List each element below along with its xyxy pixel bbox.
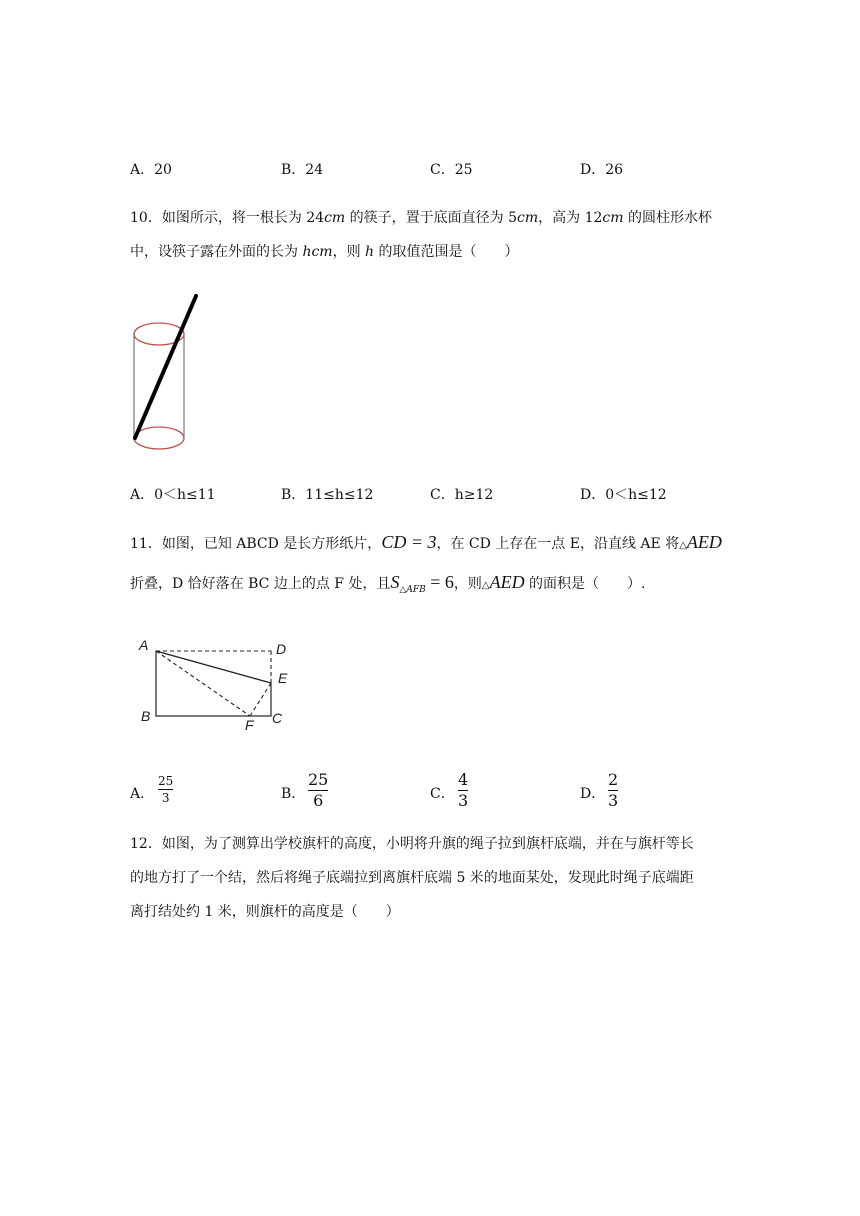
q11-option-a-fraction: 25 3	[158, 774, 174, 805]
label-b: B	[141, 708, 151, 724]
label-a: A	[139, 637, 149, 653]
fold-line-ae	[156, 651, 271, 683]
q11-option-c-label: C．	[430, 786, 455, 802]
q10-option-c: C．h≥12	[430, 487, 494, 503]
label-f: F	[245, 717, 254, 733]
q9-option-a: A．20	[130, 162, 172, 178]
q12-stem-line2: 的地方打了一个结，然后将绳子底端拉到离旗杆底端 5 米的地面某处，发现此时绳子底端距	[130, 870, 694, 886]
q9-option-d: D．26	[580, 162, 624, 178]
q11-option-d-fraction: 2 3	[608, 770, 619, 810]
q11-stem-line1: 11．如图，已知 ABCD 是长方形纸片，CD = 3，在 CD 上存在一点 E，沿直线 AE 将△AED	[130, 532, 722, 552]
q11-option-b-label: B．	[281, 786, 306, 802]
label-e: E	[278, 670, 288, 686]
q10-option-d: D．0＜h≤12	[580, 487, 667, 503]
cylinder-chopstick-figure	[120, 285, 210, 455]
q11-option-a-label: A．	[130, 786, 155, 802]
q10-stem-line1: 10．如图所示，将一根长为 24cm 的筷子，置于底面直径为 5cm，高为 12cm 的圆柱形水杯	[130, 210, 712, 226]
segment-fe-dashed	[250, 683, 271, 716]
chopstick	[135, 296, 196, 438]
cylinder-bottom-ellipse	[134, 427, 184, 449]
label-d: D	[276, 641, 287, 657]
q11-option-b-fraction: 25 6	[308, 770, 329, 810]
q11-stem-line2: 折叠，D 恰好落在 BC 边上的点 F 处，且$S_{\triangle AFB} = 6$，则△AED 的面积是（ ）.	[130, 572, 646, 595]
q12-stem-line1: 12．如图，为了测算出学校旗杆的高度，小明将升旗的绳子拉到旗杆底端，并在与旗杆等长	[130, 836, 694, 852]
q11-option-d-label: D．	[580, 786, 606, 802]
q12-stem-line3: 离打结处约 1 米，则旗杆的高度是（ ）	[130, 904, 400, 920]
q10-option-b: B．11≤h≤12	[281, 487, 374, 503]
label-c: C	[272, 710, 283, 726]
q11-option-c-fraction: 4 3	[458, 770, 469, 810]
q10-stem-line2: 中，设筷子露在外面的长为 hcm，则 h 的取值范围是（ ）	[130, 244, 519, 260]
q9-option-b: B．24	[281, 162, 324, 178]
rectangle-fold-figure	[130, 632, 300, 736]
q9-option-c: C．25	[430, 162, 473, 178]
q10-option-a: A．0＜h≤11	[130, 487, 216, 503]
rectangle-abcd	[156, 651, 271, 716]
segment-af-dashed	[156, 651, 250, 716]
